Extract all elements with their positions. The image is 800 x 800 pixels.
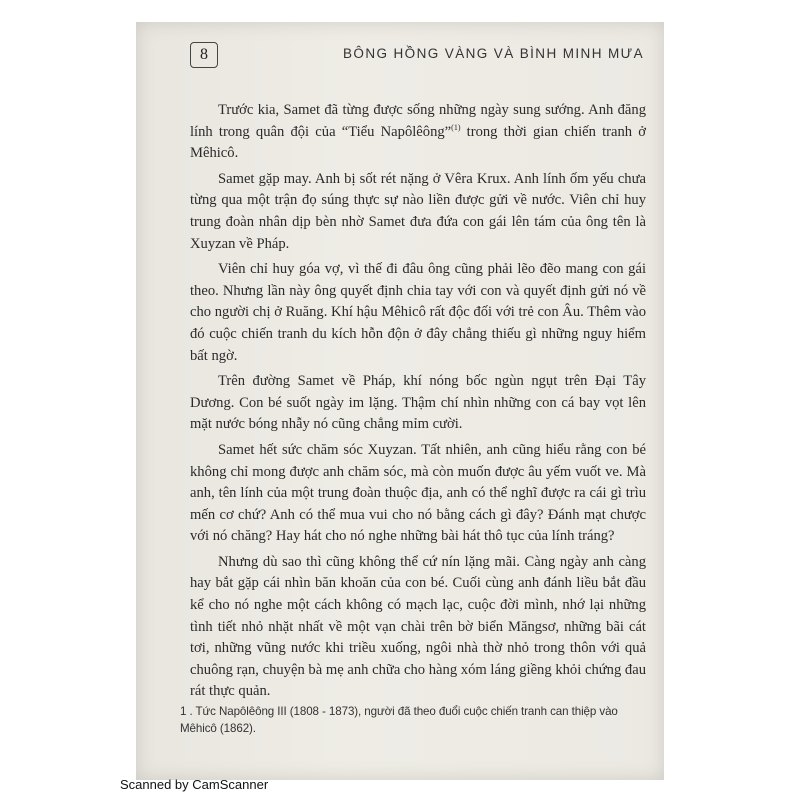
paragraph-1-text-before: Trước kia, Samet đã từng được sống những ngày sung sướng. Anh đăng lính trong quân đội của “Tiểu Napôlêông”: [190, 102, 646, 140]
paragraph-3: Viên chỉ huy góa vợ, vì thế đi đâu ông cũng phải lẽo đẽo mang con gái theo. Nhưng lần này ông quyết định chia tay với con và quyết định gửi nó về cho người chị ở Ruăng. Khí hậu Mêhicô rất độc đối với trẻ con Âu. Thêm vào đó cuộc chiến tranh du kích hỗn độn ở đây chẳng thiếu gì những nguy hiểm bất ngờ.: [190, 261, 646, 364]
footnote-reference: (1): [451, 122, 461, 132]
scanner-watermark: Scanned by CamScanner: [120, 777, 269, 792]
running-header-title: BÔNG HỒNG VÀNG VÀ BÌNH MINH MƯA: [343, 46, 644, 61]
paragraph-2: Samet gặp may. Anh bị sốt rét nặng ở Vêra Krux. Anh lính ốm yếu chưa từng qua một trận đọ súng thực sự nào liền được gửi về nước. Viên chỉ huy trung đoàn nhân dịp bèn nhờ Samet đưa đứa con gái lên tám của ông tên là Xuyzan về Pháp.: [190, 170, 646, 252]
page-number: 8: [190, 42, 218, 68]
book-page: [136, 22, 664, 780]
paragraph-4: Trên đường Samet về Pháp, khí nóng bốc ngùn ngụt trên Đại Tây Dương. Con bé suốt ngày im lặng. Thậm chí nhìn những con cá bay vọt lên mặt nước bóng nhẫy nó cũng chẳng mỉm cười.: [190, 373, 646, 433]
body-text: [190, 100, 646, 707]
paragraph-1-text-after: trong thời gian chiến tranh ở Mêhicô.: [190, 123, 646, 162]
paragraph-5: Samet hết sức chăm sóc Xuyzan. Tất nhiên, anh cũng hiểu rằng con bé không chỉ mong được anh chăm sóc, mà còn muốn được âu yếm vuốt ve. Mà anh, tên lính của một trung đoàn thuộc địa, anh có thể nghĩ được ra cái gì trìu mến cơ chứ? Anh có thể mua vui cho nó bằng cách gì đây? Đánh mạt chược với nó chăng? Hay hát cho nó nghe những bài hát thô tục của lính tráng?: [190, 441, 646, 545]
paragraph-6: Nhưng dù sao thì cũng không thể cứ nín lặng mãi. Càng ngày anh càng hay bắt gặp cái nhìn băn khoăn của con bé. Cuối cùng anh đánh liều bắt đầu kể cho nó nghe một cách không có mạch lạc, cuộc đời mình, nhớ lại những tình tiết nhỏ nhặt nhất về một vạn chài trên bờ biển Măngsơ, những bãi cát tơi, những vũng nước khi triều xuống, ngôi nhà thờ nhỏ trong thôn với quả chuông rạn, chuyện bà mẹ anh chữa cho hàng xóm láng giềng khỏi chứng đau rát thực quản.: [190, 553, 646, 700]
footnote: 1 . Tức Napôlêông III (1808 - 1873), người đã theo đuổi cuộc chiến tranh can thiệp vào Mêhicô (1862).: [180, 705, 618, 735]
paragraph-1: [190, 100, 646, 165]
